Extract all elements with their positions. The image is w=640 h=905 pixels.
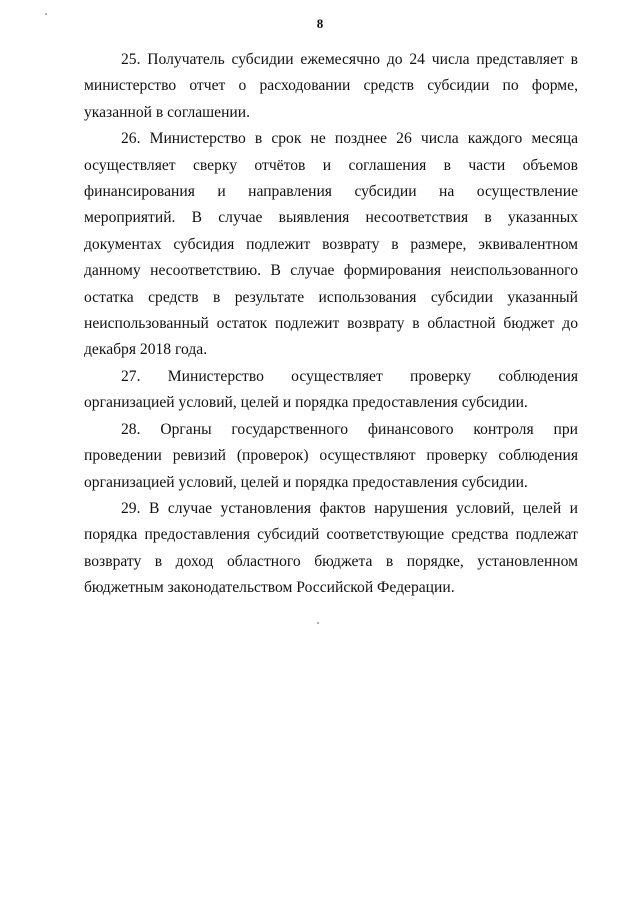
paragraph-29: 29. В случае установления фактов нарушения условий, целей и порядка предоставления субсидий соответствующие средства подлежат возврату в доход областного бюджета в порядке, установленном бюджетным законодательством Российской Федерации. <box>84 499 578 597</box>
scan-speck <box>317 622 319 624</box>
page-number: 8 <box>316 16 324 31</box>
paragraph-27: 27. Министерство осуществляет проверку соблюдения организацией условий, целей и порядка предоставления субсидии. <box>84 367 578 412</box>
paragraph-28: 28. Органы государственного финансового контроля при проведении ревизий (проверок) осуществляют проверку соблюдения организацией условий, целей и порядка предоставления субсидии. <box>84 420 578 491</box>
scan-speck <box>45 13 47 15</box>
document-body <box>84 47 578 602</box>
paragraph-26: 26. Министерство в срок не позднее 26 числа каждого месяца осуществляет сверку отчётов и соглашения в части объемов финансирования и направления субсидии на осуществление мероприятий. В случае выявления несоответствия в указанных документах субсидия подлежит возврату в размере, эквивалентном данному несоответствию. В случае формирования неиспользованного остатка средств в результате использования субсидии указанный неиспользованный остаток подлежит возврату в областной бюджет до декабря 2018 года. <box>84 130 578 359</box>
paragraph-25: 25. Получатель субсидии ежемесячно до 24 числа представляет в министерство отчет о расходовании средств субсидии по форме, указанной в соглашении. <box>84 51 578 121</box>
